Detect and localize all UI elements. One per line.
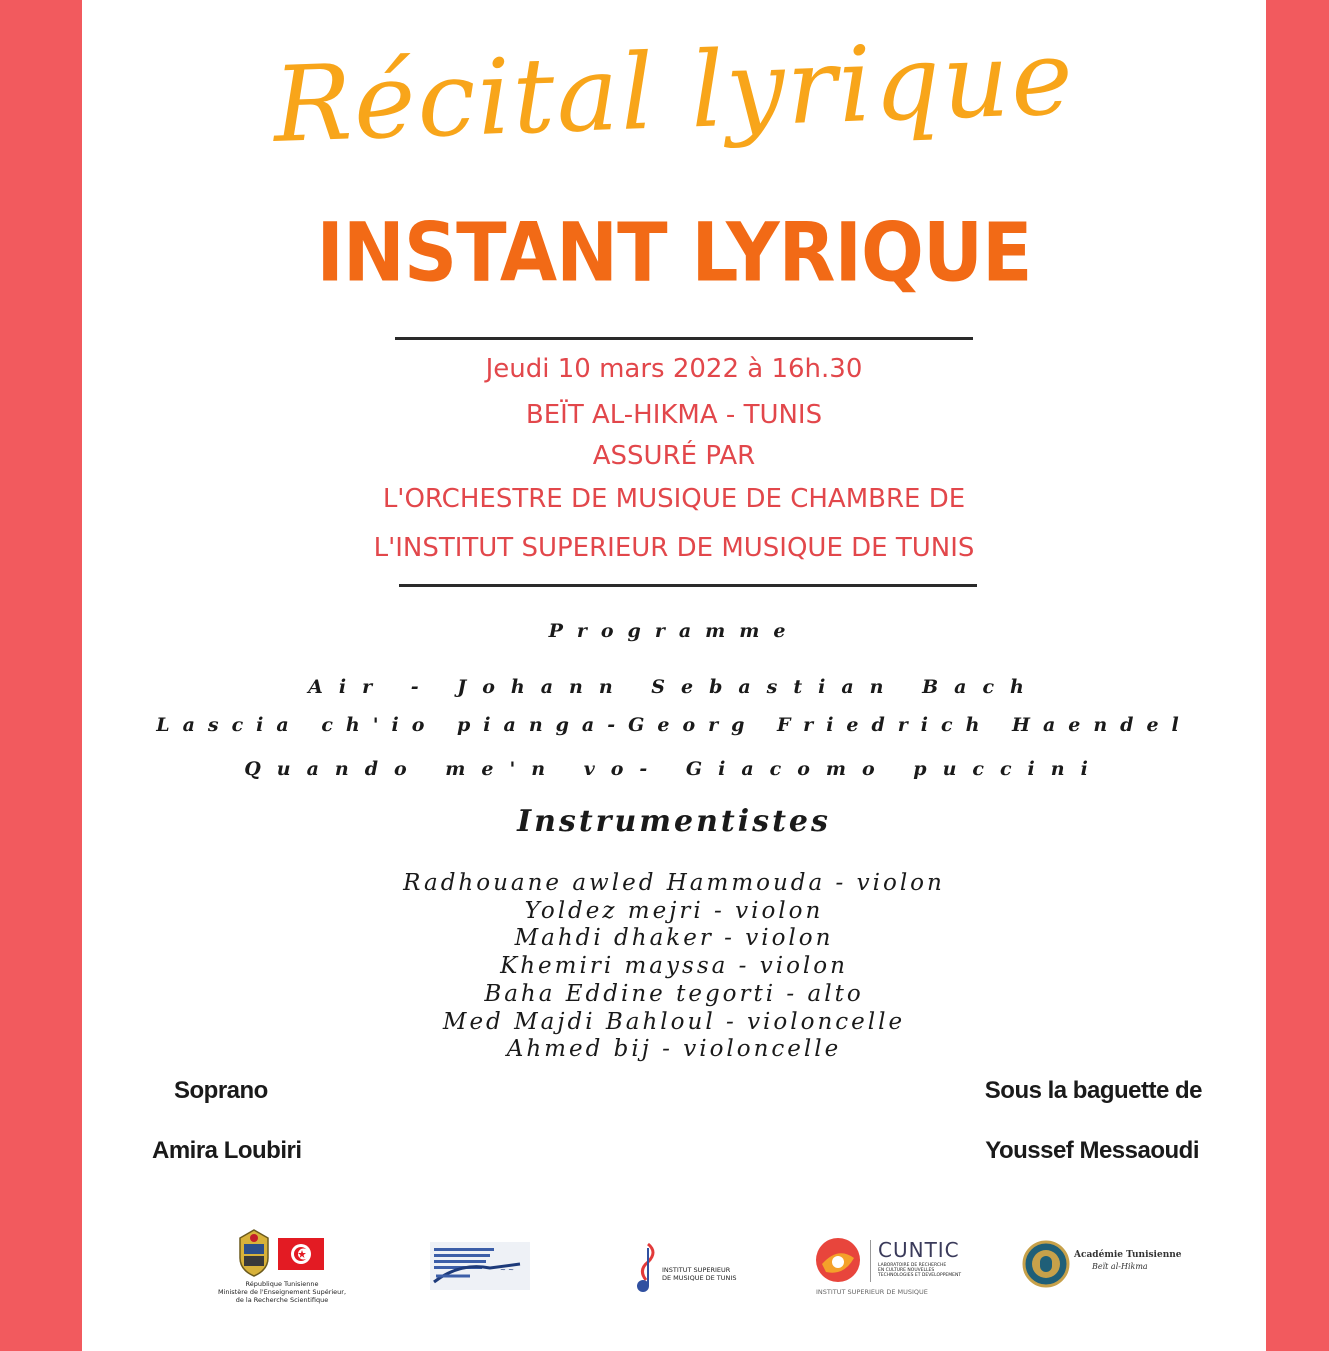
- soprano-label: Soprano: [174, 1077, 268, 1104]
- top-divider: [395, 337, 973, 340]
- cuntic-logo: [814, 1236, 962, 1302]
- conductor-name: Youssef Messaoudi: [985, 1137, 1199, 1164]
- musician-item: Radhouane awled Hammouda - violon: [403, 870, 945, 896]
- stripes-logo-icon: [430, 1242, 530, 1290]
- event-assured-by: ASSURÉ PAR: [592, 441, 756, 471]
- programme-item: Quando me'n vo- Giacomo puccini: [244, 758, 1104, 780]
- bottom-divider: [399, 584, 977, 587]
- music-note-icon: [634, 1240, 664, 1296]
- musician-item: Mahdi dhaker - violon: [514, 925, 834, 951]
- cuntic-footer: INSTITUT SUPERIEUR DE MUSIQUE: [816, 1288, 928, 1296]
- ism-logo: [634, 1240, 737, 1296]
- programme-heading: Programme: [548, 620, 800, 642]
- ism-line1: INSTITUT SUPERIEUR: [662, 1266, 731, 1274]
- cuntic-sub3: TECHNOLOGIES ET DEVELOPPEMENT: [878, 1273, 962, 1278]
- musician-item: Ahmed bij - violoncelle: [506, 1036, 842, 1062]
- ministry-line3: de la Recherche Scientifique: [235, 1296, 329, 1304]
- cuntic-sub2: EN CULTURE NOUVELLES: [878, 1268, 935, 1273]
- programme-item: Air - Johann Sebastian Bach: [308, 676, 1040, 698]
- musician-item: Med Majdi Bahloul - violoncelle: [442, 1009, 906, 1035]
- instrumentists-heading: Instrumentistes: [517, 804, 831, 839]
- academy-line1: Académie Tunisienne: [1074, 1250, 1182, 1260]
- cuntic-circle-icon: [814, 1236, 862, 1284]
- poster-title-brush: INSTANT LYRIQUE: [316, 205, 1032, 301]
- programme-item: Lascia ch'io pianga-Georg Friedrich Haendel: [156, 714, 1192, 736]
- cuntic-divider: [870, 1240, 871, 1282]
- event-orchestra-line1: L'ORCHESTRE DE MUSIQUE DE CHAMBRE DE: [382, 484, 966, 514]
- event-venue: BEÏT AL-HIKMA - TUNIS: [525, 400, 823, 430]
- academy-line2: Beït al-Hikma: [1092, 1262, 1148, 1271]
- poster: [82, 0, 1266, 1351]
- musician-item: Khemiri mayssa - violon: [500, 953, 848, 979]
- event-orchestra-line2: L'INSTITUT SUPERIEUR DE MUSIQUE DE TUNIS: [373, 533, 975, 563]
- conductor-label: Sous la baguette de: [984, 1077, 1202, 1104]
- ministry-line2: Ministère de l'Enseignement Supérieur,: [217, 1288, 347, 1296]
- poster-title-script: Récital lyrique: [271, 16, 1077, 166]
- academy-seal-icon: [1022, 1240, 1070, 1288]
- cuntic-name: CUNTIC: [878, 1238, 960, 1262]
- musician-item: Yoldez mejri - violon: [524, 898, 824, 924]
- university-logo: [430, 1242, 530, 1290]
- academy-logo: [1022, 1240, 1182, 1290]
- tunisia-emblem-icon: [234, 1228, 274, 1278]
- cuntic-sub1: LABORATOIRE DE RECHERCHE: [878, 1263, 947, 1268]
- ministry-line1: République Tunisienne: [245, 1280, 319, 1288]
- tunisia-flag-icon: [278, 1238, 324, 1270]
- event-date: Jeudi 10 mars 2022 à 16h.30: [485, 354, 863, 384]
- soprano-name: Amira Loubiri: [152, 1137, 302, 1164]
- svg-text:~ ~: ~ ~: [500, 1266, 514, 1274]
- musician-item: Baha Eddine tegorti - alto: [484, 981, 864, 1007]
- ministry-logo: [217, 1228, 347, 1308]
- ism-line2: DE MUSIQUE DE TUNIS: [662, 1274, 737, 1282]
